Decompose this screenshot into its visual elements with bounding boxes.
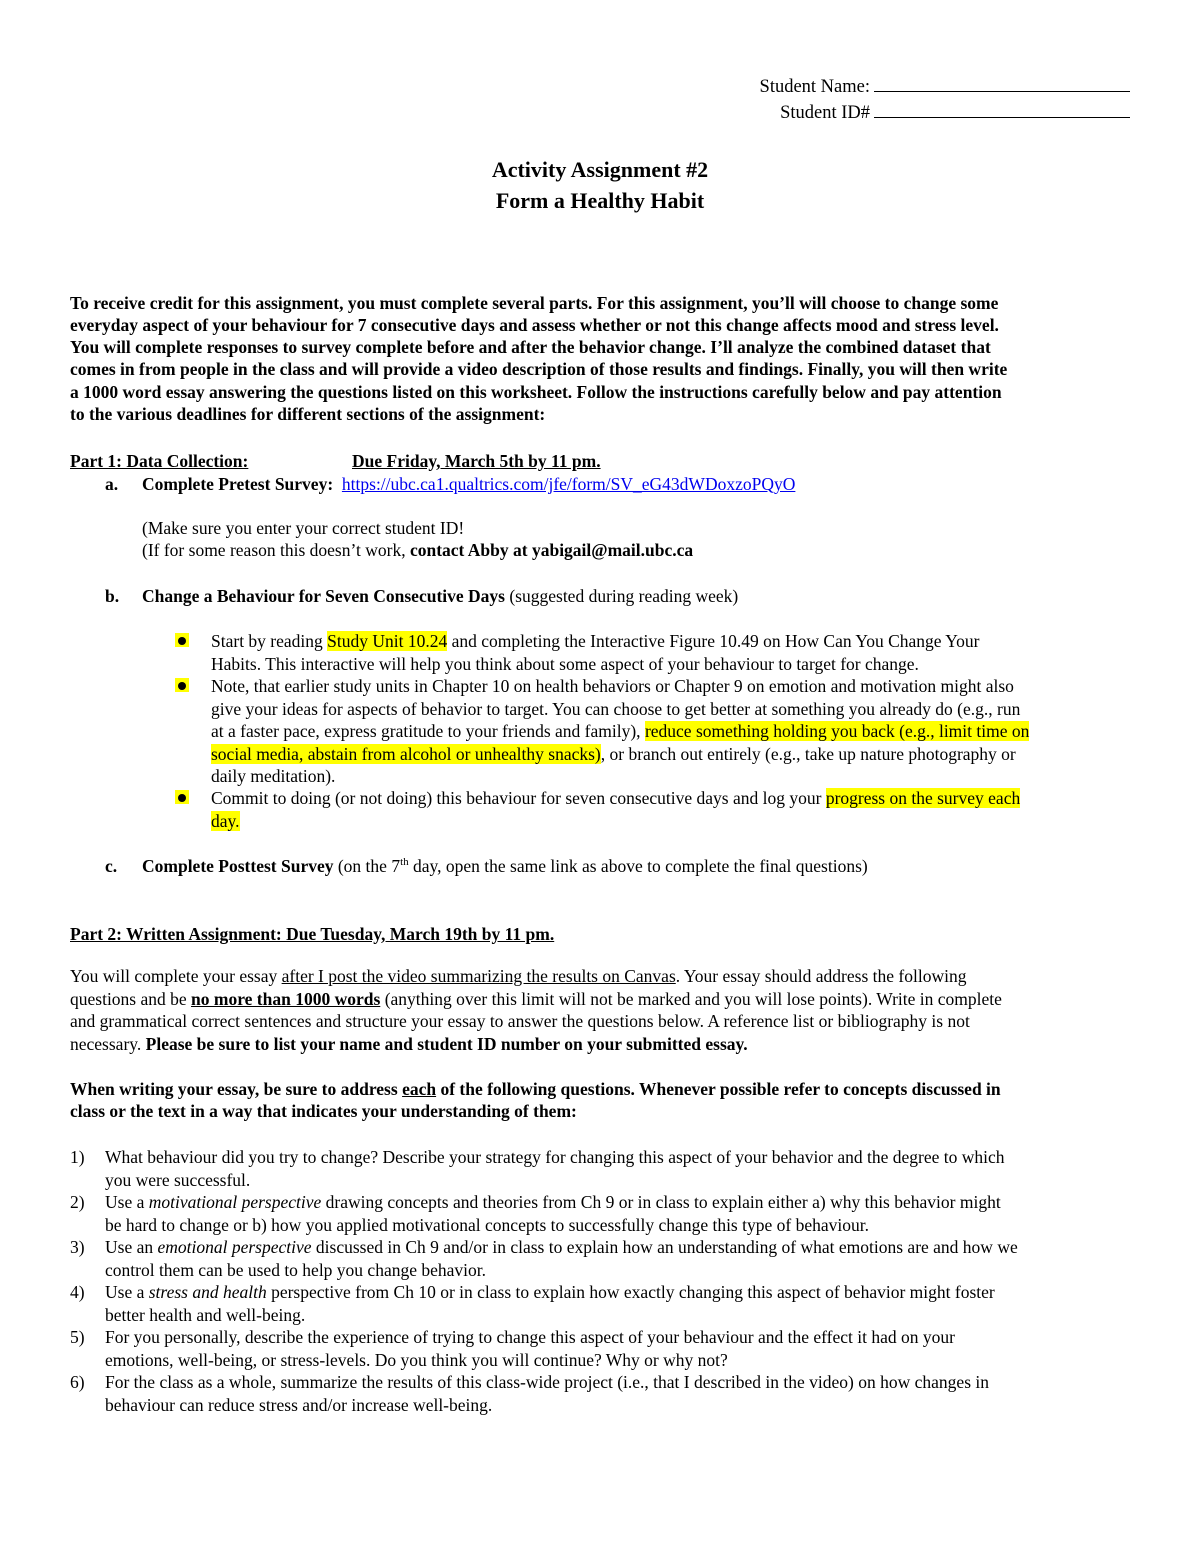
bullet-text: daily meditation).: [211, 766, 336, 786]
contact-email-text: contact Abby at yabigail@mail.ubc.ca: [409, 540, 694, 560]
text-underlined: after I post the video summarizing the results on Canvas: [281, 966, 676, 986]
paragraph-line: class or the text in a way that indicates your understanding of them:: [70, 1101, 577, 1121]
text: of the following questions. Whenever possible refer to concepts discussed in: [436, 1079, 1001, 1099]
bullet-text: and completing the Interactive Figure 10.49 on How Can You Change Your: [447, 631, 980, 651]
question-number: 1): [70, 1147, 85, 1167]
bullet-icon: [175, 678, 189, 692]
text: questions and be: [70, 989, 192, 1009]
progress-highlight-cont: day.: [211, 810, 240, 831]
posttest-text: (on the 7: [333, 856, 401, 876]
intro-line: to the various deadlines for different sections of the assignment:: [70, 404, 546, 424]
question-text: discussed in Ch 9 and/or in class to explain how an understanding of what emotions are and how we: [311, 1237, 1018, 1257]
question-text: For you personally, describe the experience of trying to change this aspect of your behaviour and the effect it had on your: [105, 1327, 955, 1347]
question-item: [70, 1371, 989, 1416]
question-item: [70, 1236, 1018, 1281]
word-limit-text: no more than 1000 words: [191, 989, 381, 1009]
question-text-italic: motivational perspective: [148, 1192, 322, 1212]
question-number: 2): [70, 1192, 85, 1212]
student-name-row: [760, 73, 1130, 100]
bullet-text: Habits. This interactive will help you think about some aspect of your behaviour to target for change.: [211, 653, 919, 674]
question-text: What behaviour did you try to change? Describe your strategy for changing this aspect of your behavior and the degree to which: [105, 1147, 1005, 1167]
student-id-label: Student ID#: [780, 103, 870, 123]
doc-title: Activity Assignment #2: [491, 157, 709, 182]
question-number: 6): [70, 1372, 85, 1392]
text-underlined: each: [402, 1079, 437, 1099]
text: You will complete your essay: [70, 966, 282, 986]
item-a: [142, 473, 795, 495]
student-name-label: Student Name:: [759, 77, 870, 97]
text: (anything over this limit will not be marked and you will lose points). Write in complete: [380, 989, 1002, 1009]
bullet-item-3: [211, 787, 1020, 832]
paragraph-line: [70, 988, 1140, 1011]
change-behaviour-label: Change a Behaviour for Seven Consecutive Days: [142, 586, 505, 606]
question-text: better health and well-being.: [105, 1304, 306, 1325]
part2-heading: Part 2: Written Assignment: Due Tuesday, March 19th by 11 pm.: [70, 924, 555, 944]
question-text: Use a: [105, 1282, 149, 1302]
student-id-field[interactable]: [874, 99, 1130, 118]
question-text-italic: stress and health: [148, 1282, 267, 1302]
bullet-icon: [175, 633, 189, 647]
question-text: you were successful.: [105, 1169, 251, 1190]
part1-heading: Part 1: Data Collection:: [70, 451, 249, 471]
question-text: For the class as a whole, summarize the results of this class-wide project (i.e., that I described in the video) on how changes in: [105, 1372, 989, 1392]
part1-due-date: Due Friday, March 5th by 11 pm.: [352, 451, 601, 471]
paragraph-line: and grammatical correct sentences and structure your essay to answer the questions below. A reference list or bibliography is not: [70, 1011, 970, 1031]
bullet-text: Commit to doing (or not doing) this behaviour for seven consecutive days and log your: [211, 788, 826, 808]
question-text-italic: emotional perspective: [157, 1237, 312, 1257]
posttest-text: day, open the same link as above to complete the final questions): [408, 856, 868, 876]
paragraph-line: [70, 1078, 1140, 1101]
pretest-label: Complete Pretest Survey:: [142, 474, 334, 494]
question-text: emotions, well-being, or stress-levels. Do you think you will continue? Why or why not?: [105, 1349, 728, 1370]
pretest-survey-link[interactable]: https://ubc.ca1.qualtrics.com/jfe/form/SV_eG43dWDoxzoPQyO: [341, 474, 796, 494]
paragraph-line: [70, 965, 1140, 988]
bullet-text: , or branch out entirely (e.g., take up nature photography or: [600, 743, 1016, 764]
question-text: drawing concepts and theories from Ch 9 or in class to explain either a) why this behavior might: [321, 1192, 1001, 1212]
text: . Your essay should address the following: [675, 966, 967, 986]
question-item: [70, 1281, 995, 1326]
item-b-marker: b.: [105, 586, 120, 606]
intro-line: everyday aspect of your behaviour for 7 consecutive days and assess whether or not this change affects mood and stress level.: [70, 315, 999, 335]
ordinal-suffix: th: [400, 856, 409, 869]
item-c-marker: c.: [105, 856, 118, 876]
question-text: perspective from Ch 10 or in class to explain how exactly changing this aspect of behavior might foster: [266, 1282, 995, 1302]
item-c: [142, 855, 868, 877]
posttest-label: Complete Posttest Survey: [142, 856, 334, 876]
intro-line: comes in from people in the class and will provide a video description of those results and findings. Finally, you will then write: [70, 359, 1008, 379]
bullet-text: Note, that earlier study units in Chapter 10 on health behaviors or Chapter 9 on emotion and motivation might also: [211, 676, 1014, 696]
question-text: behaviour can reduce stress and/or increase well-being.: [105, 1394, 493, 1415]
bullet-text: give your ideas for aspects of behavior to target. You can choose to get better at something you already do (e.g., run: [211, 698, 1021, 719]
question-number: 4): [70, 1282, 85, 1302]
paragraph-line: [70, 1033, 1140, 1056]
intro-line: You will complete responses to survey complete before and after the behavior change. I’ll analyze the combined dataset that: [70, 337, 991, 357]
pretest-note-2: [142, 539, 693, 561]
reduce-highlight: reduce something holding you back (e.g., limit time on: [644, 721, 1030, 741]
question-number: 3): [70, 1237, 85, 1257]
reduce-highlight-cont: social media, abstain from alcohol or unhealthy snacks): [211, 743, 601, 764]
question-text: Use an: [105, 1237, 158, 1257]
intro-line: To receive credit for this assignment, you must complete several parts. For this assignment, you’ll will choose to change some: [70, 293, 999, 313]
question-text: be hard to change or b) how you applied motivational concepts to successfully change this type of behaviour.: [105, 1214, 869, 1235]
text-bold: Please be sure to list your name and student ID number on your submitted essay.: [145, 1034, 748, 1054]
study-unit-highlight: Study Unit 10.24: [327, 631, 448, 651]
question-item: [70, 1326, 955, 1371]
bullet-icon: [175, 790, 189, 804]
bullet-item-1: [211, 630, 979, 675]
item-a-marker: a.: [105, 474, 119, 494]
question-text: control them can be used to help you change behavior.: [105, 1259, 486, 1280]
bullet-item-2: [211, 675, 1029, 788]
progress-highlight: progress on the survey each: [825, 788, 1021, 808]
bullet-text: at a faster pace, express gratitude to your friends and family),: [211, 721, 645, 741]
question-item: [70, 1191, 1001, 1236]
item-b: [142, 585, 738, 607]
doc-subtitle: Form a Healthy Habit: [495, 188, 705, 213]
student-id-row: [780, 99, 1130, 126]
bullet-text: Start by reading: [211, 631, 328, 651]
question-number: 5): [70, 1327, 85, 1347]
question-text: Use a: [105, 1192, 149, 1212]
intro-line: a 1000 word essay answering the questions listed on this worksheet. Follow the instructions carefully below and pay attention: [70, 382, 1002, 402]
text: necessary.: [70, 1034, 146, 1054]
pretest-note-1: (Make sure you enter your correct student ID!: [142, 518, 465, 538]
question-item: [70, 1146, 1005, 1191]
change-behaviour-note: (suggested during reading week): [504, 586, 739, 606]
note-text: (If for some reason this doesn’t work,: [142, 540, 410, 560]
text: When writing your essay, be sure to address: [70, 1079, 403, 1099]
student-name-field[interactable]: [874, 73, 1130, 92]
